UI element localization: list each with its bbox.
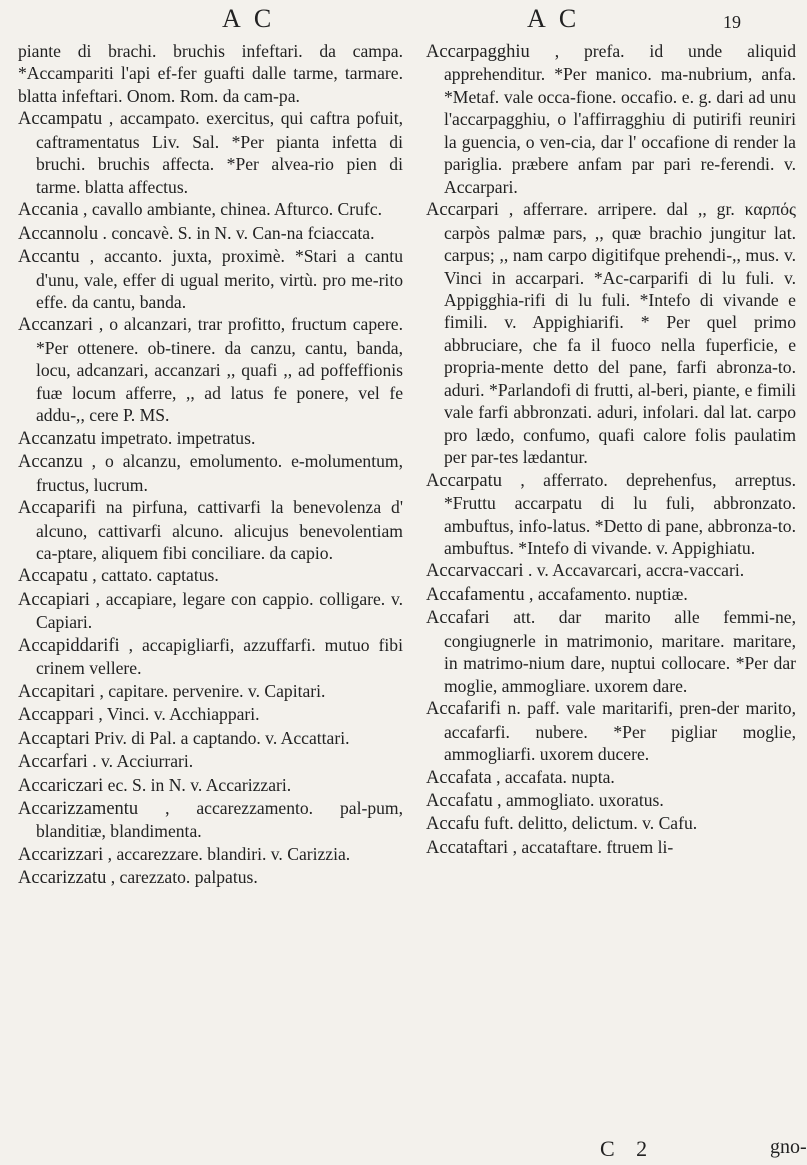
- entry-definition: , accapigliarfi, azzuffarfi. mutuo fibi crinem vellere.: [36, 634, 403, 679]
- entry-headword: Accarizzatu: [18, 868, 107, 889]
- entry-definition: . v. Accavarcari, accra-vaccari.: [527, 560, 745, 581]
- entry-definition: , capitare. pervenire. v. Capitari.: [99, 680, 326, 701]
- entry-definition: , ammogliato. uxoratus.: [497, 789, 664, 810]
- entry-definition: ec. S. in N. v. Accarizzari.: [107, 774, 292, 795]
- dictionary-entry: [18, 450, 403, 496]
- entry-definition: piante di brachi. bruchis infeftari. da campa. *Accampariti l'api ef-fer guafti dalle tarme, tarmare. blatta infeftari. Onom. Rom. da cam-pa.: [18, 41, 403, 106]
- entry-definition: att. dar marito alle femmi-ne, congiugnerle in matrimonio, maritare. maritare, in matrimo-nium dare, nuptui collocare. *Per dar moglie, ammogliare. uxorem dare.: [444, 607, 796, 696]
- dictionary-entry: [426, 559, 796, 582]
- dictionary-entry: [426, 766, 796, 789]
- entry-headword: Accannolu: [18, 223, 99, 244]
- entry-headword: Accarfari: [18, 752, 88, 773]
- catchword: gno-: [770, 1136, 807, 1158]
- dictionary-entry: [18, 703, 403, 726]
- page-header: [0, 4, 800, 38]
- entry-definition: , Vinci. v. Acchiappari.: [98, 704, 260, 725]
- dictionary-entry: [426, 697, 796, 765]
- dictionary-entry: [426, 606, 796, 697]
- entry-definition: , accarezzare. blandiri. v. Carizzia.: [107, 843, 351, 864]
- entry-definition: n. paff. vale maritarifi, pren-der marito, accafarfi. nubere. *Per pigliar moglie, ammogliarfi. uxorem ducere.: [444, 698, 796, 765]
- entry-headword: Accataftari: [426, 837, 509, 858]
- entry-headword: Accappari: [18, 705, 95, 726]
- dictionary-entry: [18, 198, 403, 221]
- entry-headword: Accafu: [426, 814, 480, 835]
- entry-headword: Accanzu: [18, 452, 83, 473]
- dictionary-entry: [18, 634, 403, 680]
- dictionary-entry: [426, 469, 796, 560]
- entry-headword: Accafatu: [426, 790, 493, 811]
- dictionary-entry: [18, 40, 403, 107]
- entry-headword: Accapiari: [18, 589, 90, 610]
- entry-definition: Priv. di Pal. a captando. v. Accattari.: [94, 727, 350, 748]
- dictionary-entry: [18, 564, 403, 587]
- entry-definition: , afferrato. deprehenfus, arreptus. *Fruttu accarpatu di lu fuli, abbronzato. ambuftus, info-latus. *Detto di pane, abbronza-to. ambuftus. *Intefo di vivande. v. Appighiatu.: [444, 469, 796, 558]
- entry-definition: , carezzato. palpatus.: [110, 867, 258, 888]
- entry-headword: Accapatu: [18, 566, 88, 587]
- entry-definition: , accafata. nupta.: [496, 766, 615, 787]
- running-head-right: A C: [527, 4, 581, 33]
- entry-definition: , o alcanzari, trar profitto, fructum capere. *Per ottenere. ob-tinere. da canzu, cantu, banda, locu, adcanzari, accanzari ,, quafi ,, ad poffeffionis fuæ locum afferre, ,, ad latus fe ponere, vel fe addu-,, cere P. MS.: [36, 314, 404, 426]
- entry-headword: Accanzari: [18, 315, 93, 336]
- entry-headword: Accarpatu: [426, 470, 503, 491]
- dictionary-entry: [18, 427, 403, 450]
- entry-headword: Accafari: [426, 608, 490, 629]
- entry-headword: Accampatu: [18, 109, 103, 130]
- entry-definition: , accarezzamento. pal-pum, blanditiæ, blandimenta.: [36, 797, 403, 842]
- entry-definition: impetrato. impetratus.: [100, 427, 256, 448]
- dictionary-entry: [18, 797, 403, 843]
- entry-headword: Accarvaccari: [426, 561, 524, 582]
- right-column: [426, 40, 796, 859]
- entry-definition: . v. Acciurrari.: [92, 751, 194, 772]
- dictionary-entry: [18, 727, 403, 750]
- dictionary-entry: [18, 750, 403, 773]
- entry-headword: Accafata: [426, 767, 492, 788]
- entry-definition: na pirfuna, cattivarfi la benevolenza d' alcuno, cattivarfi alcuno. alicujus benevolentiam ca-ptare, aliquem fibi conciliare. da capio.: [36, 497, 403, 563]
- entry-headword: Accafarifi: [426, 699, 501, 720]
- dictionary-entry: [18, 680, 403, 703]
- dictionary-entry: [18, 245, 403, 313]
- dictionary-entry: [18, 774, 403, 797]
- entry-headword: Accafamentu: [426, 584, 525, 605]
- entry-definition: , accafamento. nuptiæ.: [529, 583, 688, 604]
- dictionary-entry: [18, 843, 403, 866]
- dictionary-entry: [18, 222, 403, 245]
- page-footer: [600, 1136, 807, 1162]
- entry-definition: , accanto. juxta, proximè. *Stari a cantu d'unu, vale, effer di ugual merito, virtù. pro me-rito effe. da cantu, banda.: [36, 246, 403, 312]
- dictionary-entry: [426, 836, 796, 859]
- dictionary-entry: [426, 198, 796, 468]
- dictionary-entry: [18, 866, 403, 889]
- entry-definition: . concavè. S. in N. v. Can-na fciaccata.: [102, 222, 375, 243]
- entry-definition: fuft. delitto, delictum. v. Cafu.: [483, 813, 698, 834]
- entry-headword: Accapitari: [18, 681, 96, 702]
- entry-headword: Accarizzamentu: [18, 798, 139, 819]
- dictionary-entry: [426, 812, 796, 835]
- entry-headword: Accapiddarifi: [18, 635, 120, 656]
- left-column: [18, 40, 403, 890]
- entry-definition: , accapiare, legare con cappio. colligare. v. Capiari.: [36, 588, 403, 633]
- entry-definition: , prefa. id unde aliquid apprehenditur. *Per manico. ma-nubrium, anfa. *Metaf. vale occa-fione. occafio. e. g. dari ad unu l'accarpagghiu, o l'affirragghiu di putirifi reuniri la guencia, o ven-cia, dar l' occafione di render la pariglia. præbere anfam par pari re-ferendi. v. Accarpari.: [444, 41, 796, 197]
- entry-headword: Accaptari: [18, 728, 90, 749]
- entry-headword: Accarpari: [426, 200, 499, 221]
- signature-mark: C 2: [600, 1136, 656, 1161]
- entry-definition: , cavallo ambiante, chinea. Afturco. Crufc.: [83, 199, 382, 220]
- dictionary-entry: [18, 588, 403, 634]
- entry-definition: , afferrare. arripere. dal ,, gr. καρπός carpòs palmæ pars, ,, quæ brachio jungitur lat. carpus; ,, nam carpo digitifque prehendi-,, mus. v. Vinci in accarpari. *Ac-carparifi di lu fuli. v. Appigghia-rifi di lu fuli. *Intefo di vivande e fimili. v. Appighiarifi. * Per quel primo abbruciare, che fa il fuoco nella fuperficie, e propria-mente detto del pane, farfi abronza-to. aduri. *Parlandofi di frutti, al-beri, piante, e fimili vale farfi abbronzati. aduri, infolari. dal lat. carpo pro lædo, confumo, quafi calore folis paulatim per par-tes lædantur.: [444, 199, 797, 468]
- dictionary-entry: [18, 313, 403, 426]
- dictionary-entry: [426, 789, 796, 812]
- entry-definition: , cattato. captatus.: [92, 565, 219, 586]
- dictionary-entry: [18, 496, 403, 564]
- entry-definition: , o alcanzu, emolumento. e-molumentum, fructus, lucrum.: [36, 451, 403, 495]
- dictionary-entry: [18, 107, 403, 198]
- running-head-left: A C: [222, 4, 276, 33]
- entry-headword: Accanzatu: [18, 428, 97, 449]
- entry-headword: Accaparifi: [18, 498, 97, 519]
- entry-definition: , accataftare. ftruem li-: [512, 836, 674, 857]
- dictionary-entry: [426, 583, 796, 606]
- entry-headword: Accarizzari: [18, 844, 104, 865]
- entry-headword: Accariczari: [18, 775, 104, 796]
- entry-definition: , accampato. exercitus, qui caftra pofuit, caftramentatus Liv. Sal. *Per pianta infetta di bruchi. bruchis affecta. *Per alvea-rio pien di tarme. blatta affectus.: [36, 108, 403, 197]
- entry-headword: Accania: [18, 200, 79, 221]
- entry-headword: Accantu: [18, 247, 80, 268]
- dictionary-entry: [426, 40, 796, 198]
- entry-headword: Accarpagghiu: [426, 42, 530, 62]
- page-number: 19: [723, 12, 741, 32]
